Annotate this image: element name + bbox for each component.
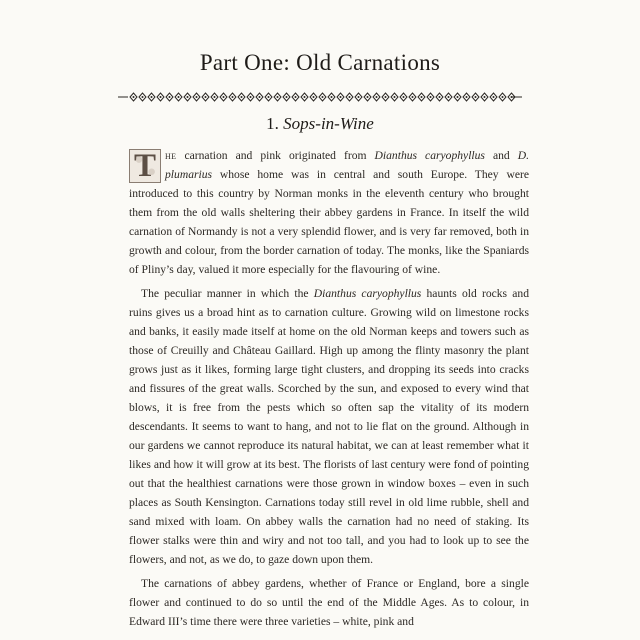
ornament-dot (259, 96, 261, 98)
ornament-dot (268, 96, 270, 98)
ornament-dot (187, 96, 189, 98)
paragraph-3 (129, 574, 529, 631)
ornament-dot (412, 96, 414, 98)
ornament-dot (493, 96, 495, 98)
ornament-dot (223, 96, 225, 98)
ornament-dot (304, 96, 306, 98)
ornament-dot (448, 96, 450, 98)
ornament-dot (385, 96, 387, 98)
ornament-dot (313, 96, 315, 98)
species-name: D. plumarius (165, 149, 529, 181)
ornament-dot (394, 96, 396, 98)
ornament-dot (466, 96, 468, 98)
chapter-title (0, 114, 640, 134)
ornament-dot (322, 96, 324, 98)
paragraph-1-text-a: carnation and pink originated from (176, 149, 375, 162)
ornament-dot (457, 96, 459, 98)
paragraph-1-text-b: and (484, 149, 518, 162)
ornament-dot (376, 96, 378, 98)
ornament-dot (484, 96, 486, 98)
ornament-dot (340, 96, 342, 98)
ornament-dot (502, 96, 504, 98)
paragraph-2-text-b: haunts old rocks and ruins gives us a broad hint as to carnation culture. Growing wild on limestone rocks and banks, it easily made itself at home on the old Norman keeps and towers such as those of Creuilly and Château Gaillard. High up among the flinty masonry the plant grows just as it likes, forming large tight clusters, and dropping its seeds into cracks and fissures of the great walls. Scorched by the sun, and exposed to every wind that blows, it is free from the pests which so often sap the vitality of its modern descendants. It seems to want to hang, and not to lie flat on the ground. Although in our gardens we cannot reproduce its natural habitat, we can at least remember what it likes and how it will grow at its best. The florists of last century were fond of pointing out that the healthiest carnations were those grown in window boxes – even in such places as South Kensington. Carnations today still revel in old lime rubble, shell and sand mixed with loam. On abbey walls the carnation had no need of staking. Its flower stalks were thin and wiry and not too tall, and you had to look up to see the flowers, and not, as we do, to gaze down upon them. (129, 287, 529, 566)
ornament-dot (205, 96, 207, 98)
ornament-dot (439, 96, 441, 98)
ornamental-divider (118, 90, 522, 104)
paragraph-2 (129, 284, 529, 569)
ornament-dot (331, 96, 333, 98)
ornament-dot (160, 96, 162, 98)
ornament-dot (295, 96, 297, 98)
ornament-dot (349, 96, 351, 98)
part-title: Part One: Old Carnations (199, 50, 441, 75)
ornament-dot (430, 96, 432, 98)
ornament-dot (367, 96, 369, 98)
opening-small-caps: he (165, 149, 177, 162)
ornament-dot (277, 96, 279, 98)
ornament-dot (250, 96, 252, 98)
species-name: Dianthus caryophyllus (313, 287, 422, 300)
paragraph-1 (129, 146, 529, 279)
drop-cap-illuminated (129, 149, 161, 183)
chapter-name: Sops-in-Wine (283, 114, 374, 133)
ornament-dot (133, 96, 135, 98)
species-name: Dianthus caryophyllus (374, 149, 485, 162)
ornament-dot (475, 96, 477, 98)
ornament-dot (403, 96, 405, 98)
ornament-dot (151, 96, 153, 98)
ornament-dot (421, 96, 423, 98)
ornament-dot (358, 96, 360, 98)
body-text (129, 146, 529, 631)
paragraph-3-text: The carnations of abbey gardens, whether of France or England, bore a single flower and continued to do so until the end of the Middle Ages. As to colour, in Edward III’s time there were three varieties – white, pink and (129, 577, 529, 628)
ornament-dot (286, 96, 288, 98)
drop-cap-letter: T (133, 149, 156, 183)
ornament-dot (142, 96, 144, 98)
paragraph-1-text-c: whose home was in central and south Europe. They were introduced to this country by Norman monks in the eleventh century who brought them from the old walls sheltering their abbey gardens in France. In itself the wild carnation of Normandy is not a very splendid flower, and is very far removed, both in growth and colour, from the border carnation of today. The monks, like the Spaniards of Pliny’s day, valued it more especially for the flavouring of wine. (129, 168, 529, 276)
ornament-dot (196, 96, 198, 98)
ornament-dot (214, 96, 216, 98)
divider-chain (130, 93, 515, 101)
ornament-dot (169, 96, 171, 98)
chapter-number: 1. (266, 114, 279, 133)
ornament-dot (241, 96, 243, 98)
paragraph-2-text-a: The peculiar manner in which the (141, 287, 314, 300)
ornament-dot (232, 96, 234, 98)
ornament-dot (178, 96, 180, 98)
